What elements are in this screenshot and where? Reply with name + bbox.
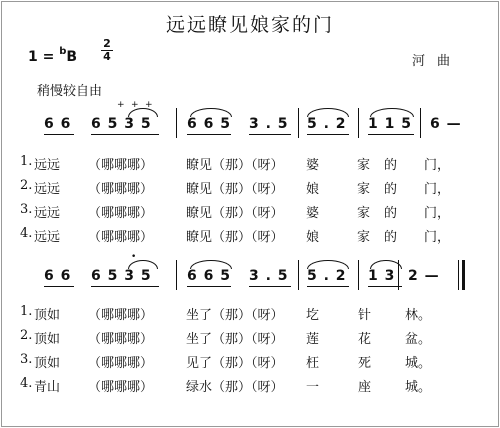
- note-group: 6 5 3 5: [91, 116, 152, 132]
- melody-line-2: [0, 250, 500, 290]
- lyric: 远远: [34, 230, 61, 245]
- verse-number: 1.: [20, 304, 33, 319]
- lyric: 针: [358, 308, 372, 323]
- note-group: 5 . 2: [307, 268, 347, 284]
- beam: [368, 134, 414, 135]
- slur: [190, 260, 232, 269]
- note-group: 6 5 3 5: [91, 268, 152, 284]
- lyric: 城。: [405, 380, 432, 395]
- lyric: 青山: [34, 380, 61, 395]
- bar-line: [398, 260, 399, 290]
- lyric: 瞭见（那）（呀）: [186, 206, 284, 221]
- lyric: 圪: [306, 308, 320, 323]
- lyric: 瞭见（那）（呀）: [186, 182, 284, 197]
- note-group: 1 1 5: [368, 116, 412, 132]
- note-group: 1 3: [368, 268, 396, 284]
- beam: [187, 286, 231, 287]
- lyric: 家的: [357, 182, 412, 197]
- lyric: （哪哪哪）: [88, 332, 154, 347]
- time-signature-bottom: 4: [103, 50, 111, 63]
- slur: [307, 260, 349, 269]
- lyric: 门，: [424, 206, 451, 221]
- lyric: （哪哪哪）: [88, 182, 154, 197]
- verse-number: 2.: [20, 328, 33, 343]
- beam: [249, 134, 291, 135]
- lyric: 枉: [306, 356, 320, 371]
- high-dot: +: [145, 100, 153, 110]
- melody-line-1: [0, 98, 500, 138]
- note-group: 6 6: [44, 116, 72, 132]
- lyric: 盆。: [405, 332, 432, 347]
- beam: [91, 286, 159, 287]
- lyric: 顶如: [34, 332, 61, 347]
- note-group: 6 6 5: [187, 116, 231, 132]
- bar-line: [358, 108, 359, 138]
- beam: [187, 134, 231, 135]
- slur: [370, 108, 414, 117]
- time-signature: [100, 38, 114, 63]
- bar-line: [358, 260, 359, 290]
- verse-number: 4.: [20, 376, 33, 391]
- high-dot: •: [131, 252, 137, 262]
- lyric: 坐了（那）（呀）: [186, 332, 284, 347]
- key-note: B: [66, 49, 78, 65]
- lyric: 绿水（那）（呀）: [186, 380, 284, 395]
- beam: [44, 134, 74, 135]
- lyric: 见了（那）（呀）: [186, 356, 284, 371]
- lyric: （哪哪哪）: [88, 356, 154, 371]
- beam: [307, 286, 349, 287]
- beam: [307, 134, 349, 135]
- lyric: 莲: [306, 332, 320, 347]
- lyric: （哪哪哪）: [88, 308, 154, 323]
- key-prefix: 1 =: [28, 49, 60, 65]
- slur: [307, 108, 349, 117]
- lyric: 座: [358, 380, 372, 395]
- high-dot: +: [131, 100, 139, 110]
- beam: [44, 286, 74, 287]
- lyric: 林。: [405, 308, 432, 323]
- lyric: 远远: [34, 182, 61, 197]
- lyric: （哪哪哪）: [88, 158, 154, 173]
- verse-number: 3.: [20, 202, 33, 217]
- tempo-marking: 稍慢较自由: [37, 84, 103, 99]
- lyric: 家的: [357, 206, 412, 221]
- lyric: 婆: [306, 158, 320, 173]
- lyric: （哪哪哪）: [88, 230, 154, 245]
- bar-line: [298, 260, 299, 290]
- verse-number: 2.: [20, 178, 33, 193]
- bar-line: [458, 260, 459, 290]
- bar-line: [420, 108, 421, 138]
- lyric: 坐了（那）（呀）: [186, 308, 284, 323]
- verse-number: 3.: [20, 352, 33, 367]
- note-group: 6 6 5: [187, 268, 231, 284]
- lyric: 远远: [34, 158, 61, 173]
- lyric: 家的: [357, 230, 412, 245]
- beam: [249, 286, 291, 287]
- lyric: 门，: [424, 230, 451, 245]
- lyric: 娘: [306, 230, 320, 245]
- final-bar-line: [462, 260, 465, 290]
- flat-sign: b: [59, 46, 67, 57]
- lyric: （哪哪哪）: [88, 206, 154, 221]
- lyric: 远远: [34, 206, 61, 221]
- lyric: （哪哪哪）: [88, 380, 154, 395]
- high-dot: +: [117, 100, 125, 110]
- lyric: 瞭见（那）（呀）: [186, 158, 284, 173]
- beam: [91, 134, 159, 135]
- lyric: 瞭见（那）（呀）: [186, 230, 284, 245]
- lyric: 顶如: [34, 308, 61, 323]
- beam: [368, 286, 402, 287]
- lyric: 门，: [424, 158, 451, 173]
- lyric: 花: [358, 332, 372, 347]
- lyric: 婆: [306, 206, 320, 221]
- bar-line: [176, 108, 177, 138]
- song-origin: 河曲: [412, 54, 463, 69]
- note-group: 6 6: [44, 268, 72, 284]
- lyric: 门，: [424, 182, 451, 197]
- verse-number: 1.: [20, 154, 33, 169]
- lyric: 死: [358, 356, 372, 371]
- note-group: 6 —: [430, 116, 462, 132]
- key-signature: [28, 46, 77, 65]
- verse-number: 4.: [20, 226, 33, 241]
- slur: [190, 108, 232, 117]
- note-group: 2 —: [408, 268, 440, 284]
- lyric: 家的: [357, 158, 412, 173]
- lyric: 娘: [306, 182, 320, 197]
- lyric: 一: [306, 380, 320, 395]
- lyric: 城。: [405, 356, 432, 371]
- lyric: 顶如: [34, 356, 61, 371]
- note-group: 3 . 5: [249, 268, 289, 284]
- bar-line: [176, 260, 177, 290]
- time-signature-top: 2: [103, 37, 111, 50]
- note-group: 5 . 2: [307, 116, 347, 132]
- note-group: 3 . 5: [249, 116, 289, 132]
- song-title: 远远瞭见娘家的门: [165, 14, 334, 36]
- bar-line: [298, 108, 299, 138]
